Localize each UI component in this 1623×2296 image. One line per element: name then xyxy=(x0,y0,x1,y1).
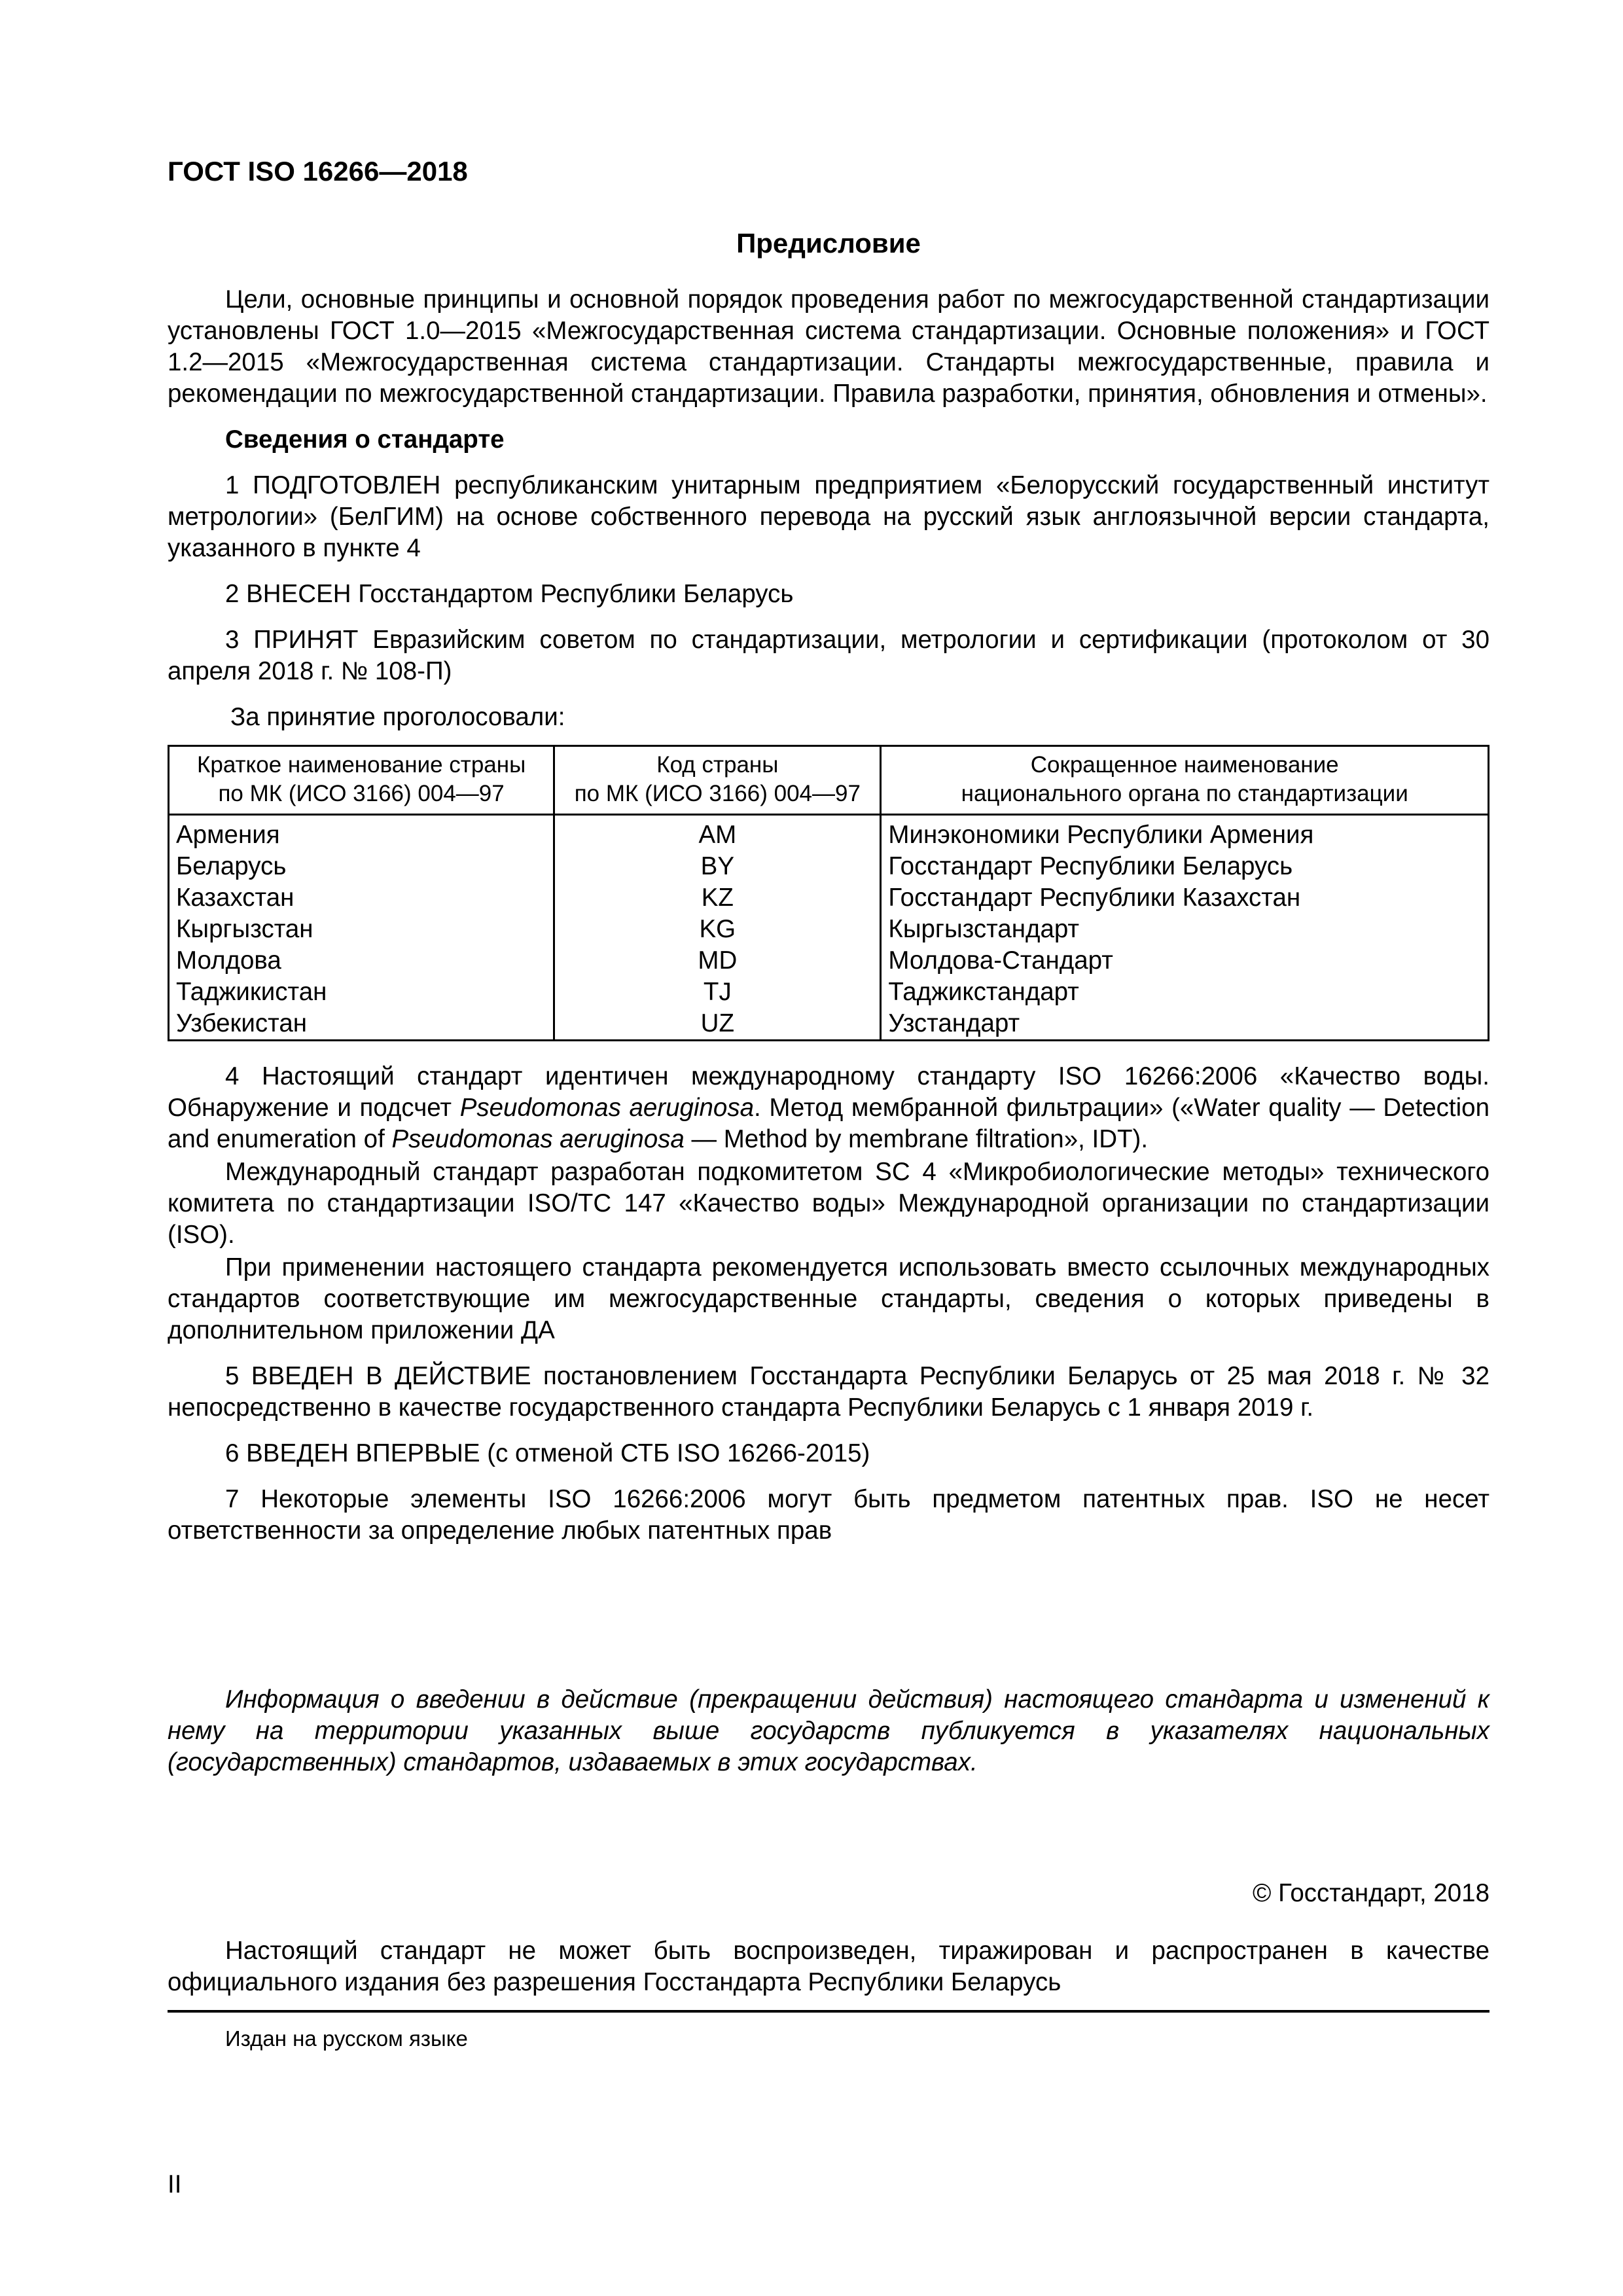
header-org-line1: Сокращенное наименование xyxy=(1030,752,1339,778)
page-number: II xyxy=(168,2170,182,2198)
preface-intro: Цели, основные принципы и основной порядок проведения работ по межгосударственной стандартизации установлены ГОСТ 1.0—2015 «Межгосударственная система стандартизации. Основные положения» и ГОСТ 1.2—2015 «Межгосударственная система стандартизации. Стандарты межгосударственные, правила и рекомендации по межгосударственной стандартизации. Правила разработки, принятия, обновления и отмены». xyxy=(168,285,1489,408)
country-cell: Казахстан xyxy=(169,882,554,914)
published-language: Издан на русском языке xyxy=(225,2026,468,2051)
country-cell: Беларусь xyxy=(169,851,554,882)
org-cell: Минэкономики Республики Армения xyxy=(881,815,1489,852)
country-cell: Таджикистан xyxy=(169,977,554,1008)
org-cell: Узстандарт xyxy=(881,1008,1489,1041)
table-row xyxy=(169,1008,1489,1041)
header-country-line2: по МК (ИСО 3166) 004—97 xyxy=(218,781,505,806)
code-cell: UZ xyxy=(554,1008,881,1041)
header-org xyxy=(881,746,1489,815)
org-cell: Кыргызстандарт xyxy=(881,914,1489,945)
org-cell: Таджикстандарт xyxy=(881,977,1489,1008)
item-3-adopted: 3 ПРИНЯТ Евразийским советом по стандартизации, метрологии и сертификации (протоколом от 30 апреля 2018 г. № 108-П) xyxy=(168,626,1489,685)
country-cell: Молдова xyxy=(169,945,554,977)
species-name: Pseudomonas aeruginosa xyxy=(459,1094,755,1122)
header-code-line2: по МК (ИСО 3166) 004—97 xyxy=(574,781,861,806)
member-states-table xyxy=(168,745,1489,1041)
header-code-line1: Код страны xyxy=(656,752,779,778)
document-page xyxy=(168,154,1489,2053)
header-country-line1: Краткое наименование страны xyxy=(196,752,526,778)
table-row xyxy=(169,851,1489,882)
org-cell: Молдова-Стандарт xyxy=(881,945,1489,977)
standard-info-heading: Сведения о стандарте xyxy=(225,425,505,454)
item-1-prepared: 1 ПОДГОТОВЛЕН республиканским унитарным предприятием «Белорусский государственный институт метрологии» (БелГИМ) на основе собственного перевода на русский язык англоязычной версии стандарта, указанного в пункте 4 xyxy=(168,471,1489,562)
item-4-text-2: . Метод мембранной фильтрации» («Water quality — Detection and enumeration of xyxy=(168,1094,1489,1153)
table-row xyxy=(169,945,1489,977)
species-name: Pseudomonas aeruginosa xyxy=(391,1125,685,1153)
org-cell: Госстандарт Республики Казахстан xyxy=(881,882,1489,914)
table-row xyxy=(169,977,1489,1008)
code-cell: AM xyxy=(554,815,881,852)
item-2-introduced: 2 ВНЕСЕН Госстандартом Республики Беларусь xyxy=(225,580,794,608)
preface-title: Предисловие xyxy=(736,228,921,259)
code-cell: MD xyxy=(554,945,881,977)
table-header-row xyxy=(169,746,1489,815)
item-5-effective: 5 ВВЕДЕН В ДЕЙСТВИЕ постановлением Госстандарта Республики Беларусь от 25 мая 2018 г. № 32 непосредственно в качестве государственного стандарта Республики Беларусь с 1 января 2019 г. xyxy=(168,1362,1489,1422)
org-cell: Госстандарт Республики Беларусь xyxy=(881,851,1489,882)
country-cell: Армения xyxy=(169,815,554,852)
table-row xyxy=(169,882,1489,914)
code-cell: KG xyxy=(554,914,881,945)
item-7-patents: 7 Некоторые элементы ISO 16266:2006 могут быть предметом патентных прав. ISO не несет ответственности за определение любых патентных прав xyxy=(168,1485,1489,1545)
rights-notice: Настоящий стандарт не может быть воспроизведен, тиражирован и распространен в качестве официального издания без разрешения Госстандарта Республики Беларусь xyxy=(168,1937,1489,1996)
vote-label: За принятие проголосовали: xyxy=(230,703,565,731)
item-4-usage: При применении настоящего стандарта рекомендуется использовать вместо ссылочных международных стандартов соответствующие им межгосударственные стандарты, сведения о которых приведены в дополнительном приложении ДА xyxy=(168,1253,1489,1344)
header-code xyxy=(554,746,881,815)
copyright: © Госстандарт, 2018 xyxy=(1253,1879,1489,1907)
table-row xyxy=(169,914,1489,945)
table-row xyxy=(169,815,1489,852)
item-4-identical xyxy=(168,1061,1489,1155)
country-cell: Узбекистан xyxy=(169,1008,554,1041)
country-cell: Кыргызстан xyxy=(169,914,554,945)
document-id: ГОСТ ISO 16266—2018 xyxy=(168,156,468,187)
divider-line xyxy=(168,2010,1489,2013)
code-cell: KZ xyxy=(554,882,881,914)
item-6-first-introduced: 6 ВВЕДЕН ВПЕРВЫЕ (с отменой СТБ ISO 16266-2015) xyxy=(225,1439,870,1467)
header-country xyxy=(169,746,554,815)
info-note: Информация о введении в действие (прекращении действия) настоящего стандарта и изменений к нему на территории указанных выше государств публикуется в указателях национальных (государственных) стандартов, издаваемых в этих государствах. xyxy=(168,1685,1489,1776)
item-4-developer: Международный стандарт разработан подкомитетом SC 4 «Микробиологические методы» технического комитета по стандартизации ISO/TC 147 «Качество воды» Международной организации по стандартизации (ISO). xyxy=(168,1158,1489,1249)
code-cell: BY xyxy=(554,851,881,882)
code-cell: TJ xyxy=(554,977,881,1008)
header-org-line2: национального органа по стандартизации xyxy=(961,781,1408,806)
item-4-text-1: 4 Настоящий стандарт идентичен международному стандарту ISO 16266:2006 «Качество воды. Обнаружение и подсчет xyxy=(168,1062,1489,1122)
item-4-text-3: — Method by membrane filtration», IDT). xyxy=(684,1125,1149,1153)
